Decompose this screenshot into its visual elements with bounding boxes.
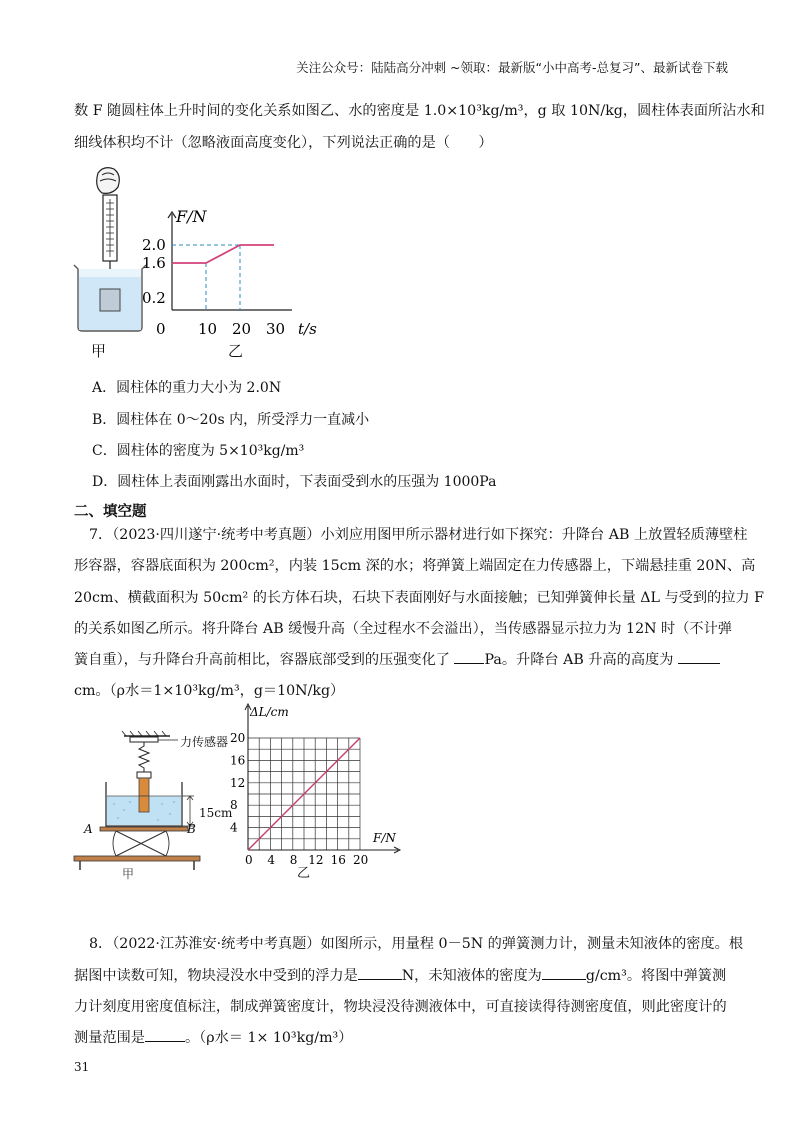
y-tick-label: 2.0 [142,236,166,254]
q8-line-1: 8．（2022·江苏淮安·统考中考真题）如图所示，用量程 0－5N 的弹簧测力计，测量未知液体的密度。根 [89,936,744,952]
x-axis-label: F/N [373,831,396,845]
q7-fig-jia-label: 甲 [122,867,135,881]
q7-label-a: A [84,822,93,836]
q8-line-3: 力计刻度用密度值标注，制成弹簧密度计，物块浸没待测液体中，可直接读得待测密度值，则此密度计的 [74,999,727,1015]
q6-figure-jia [70,165,150,365]
series-line [172,245,274,263]
q6-line-2: 细线体积均不计（忽略液面高度变化），下列说法正确的是（ ） [74,135,493,151]
q7-line-6: cm。（ρ水＝1×10³kg/m³，g＝10N/kg） [74,683,345,699]
page-header: 关注公众号：陆陆高分冲刺 ~领取：最新版“小中高考-总复习”、最新试卷下载 [296,60,728,75]
q7-line-2: 形容器，容器底面积为 200cm²，内装 15cm 深的水；将弹簧上端固定在力传感器上，下端悬挂重 20N、高 [74,558,756,574]
y-tick-label: 8 [230,798,238,813]
y-tick-label: 1.6 [142,254,166,272]
q7-chart-yi [220,700,420,880]
q8-line-2-text-c: g/cm³。将图中弹簧测 [585,968,727,984]
q7-line-5 [74,649,720,669]
x-axis-label: t/s [298,320,317,338]
y-tick-label: 0.2 [142,289,166,307]
q6-option-d: D．圆柱体上表面刚露出水面时，下表面受到水的压强为 1000Pa [92,474,497,490]
y-tick-label: 12 [230,775,246,790]
q8-line-4 [74,1027,352,1047]
q6-line-1: 数 F 随圆柱体上升时间的变化关系如图乙、水的密度是 1.0×10³kg/m³，g 取 10N/kg，圆柱体表面所沾水和 [74,103,765,119]
q8-line-2-text-a: 据图中读数可知，物块浸没水中受到的浮力是 [74,968,358,984]
q8-blank-buoyancy[interactable] [358,967,402,980]
x-tick-label: 16 [330,853,346,867]
y-axis-label: F/N [176,207,207,226]
section-title: 二、填空题 [74,504,147,520]
q8-line-4-text-a: 测量范围是 [74,1030,145,1046]
q7-figure-jia [70,730,240,880]
q8-line-4-text-b: 。（ρ水＝ 1× 10³kg/m³） [184,1030,353,1046]
y-axis-label: ΔL/cm [250,705,289,719]
y-tick-label: 20 [230,731,246,745]
x-tick-label: 4 [267,853,276,867]
q6-option-b: B．圆柱体在 0～20s 内，所受浮力一直减小 [92,412,370,428]
x-tick-label: 0 [245,853,253,867]
x-tick-label: 0 [156,320,166,338]
q7-line-5-text-a: 簧自重），与升降台升高前相比，容器底部受到的压强变化了 [74,652,455,668]
x-tick-label: 8 [289,853,298,867]
q7-fig-yi-label: 乙 [297,866,311,881]
x-tick-label: 30 [266,320,286,338]
q8-blank-range[interactable] [145,1029,185,1042]
q8-line-2-text-b: N，未知液体的密度为 [401,968,542,984]
y-tick-label: 16 [230,753,246,768]
q7-blank-height[interactable] [678,651,720,664]
x-tick-label: 12 [308,853,324,867]
q7-line-3: 20cm、横截面积为 50cm² 的长方体石块，石块下表面刚好与水面接触；已知弹簧伸长量 ΔL 与受到的拉力 F [74,590,764,606]
q7-depth-label: 15cm [199,806,233,820]
x-tick-label: 20 [353,853,369,867]
q7-line-5-text-b: Pa。升降台 AB 升高的高度为 [484,652,678,668]
x-tick-label: 10 [198,320,218,338]
q7-sensor-label: 力传感器 [180,735,229,749]
q6-chart-yi [140,200,340,340]
q6-fig-jia-label: 甲 [91,342,107,360]
x-tick-label: 20 [232,320,252,338]
page-number: 31 [74,1060,90,1074]
q7-label-b: B [187,822,196,836]
y-tick-label: 4 [230,820,238,835]
q7-line-4: 的关系如图乙所示。将升降台 AB 缓慢升高（全过程水不会溢出），当传感器显示拉力为 12N 时（不计弹 [74,621,732,637]
q7-blank-pressure[interactable] [454,651,484,664]
q6-fig-yi-label: 乙 [228,342,244,360]
q7-line-1: 7．（2023·四川遂宁·统考中考真题）小刘应用图甲所示器材进行如下探究：升降台 AB 上放置轻质薄壁柱 [89,527,748,543]
q6-option-c: C．圆柱体的密度为 5×10³kg/m³ [92,443,305,459]
q8-line-2 [74,965,726,985]
q6-option-a: A．圆柱体的重力大小为 2.0N [92,380,282,396]
q8-blank-density[interactable] [542,967,586,980]
